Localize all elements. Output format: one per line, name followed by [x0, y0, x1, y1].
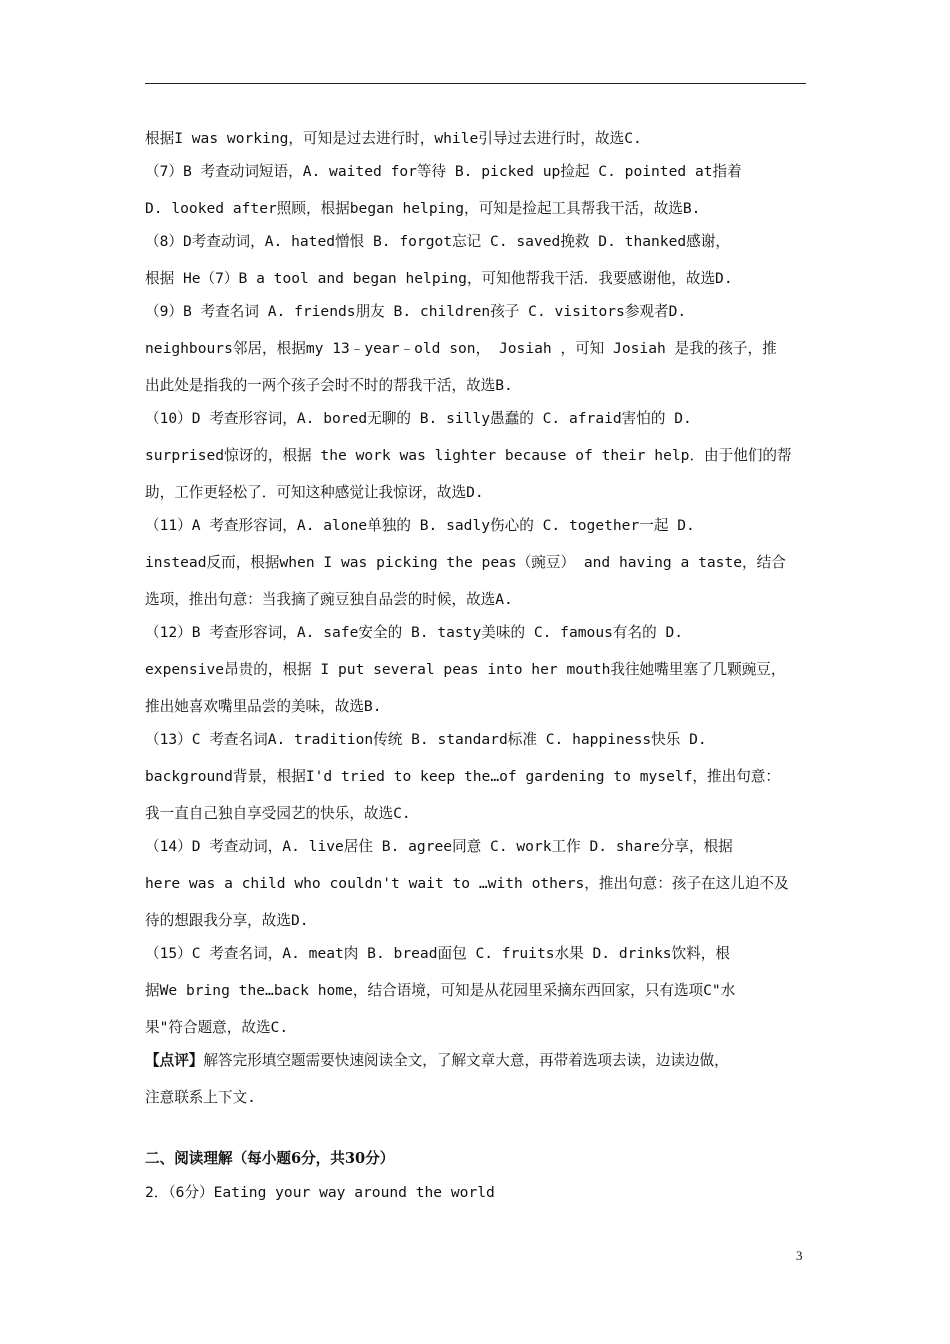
- text-line: 我一直自己独自享受园艺的快乐，故选C.: [145, 805, 411, 822]
- comment-line: 注意联系上下文.: [145, 1089, 256, 1106]
- text-line: instead反而，根据when I was picking the peas（豌豆） and having a taste，结合: [145, 554, 786, 571]
- section-heading: 二、阅读理解（每小题6分，共30分）: [145, 1150, 395, 1167]
- text-line: （13）C 考查名词A. tradition传统 B. standard标准 C. happiness快乐 D.: [145, 731, 707, 748]
- text-line: 果"符合题意，故选C.: [145, 1019, 289, 1036]
- text-line: （11）A 考查形容词，A. alone单独的 B. sadly伤心的 C. together一起 D.: [145, 517, 695, 534]
- text-line: 据We bring the…back home，结合语境，可知是从花园里采摘东西回家，只有选项C"水: [145, 982, 736, 999]
- text-line: （15）C 考查名词，A. meat肉 B. bread面包 C. fruits水果 D. drinks饮料，根: [145, 945, 730, 962]
- text-line: 出此处是指我的一两个孩子会时不时的帮我干活，故选B.: [145, 377, 513, 394]
- text-line: neighbours邻居，根据my 13﹣year﹣old son， Josiah ，可知 Josiah 是我的孩子，推: [145, 340, 777, 357]
- header-rule: [145, 83, 806, 84]
- text-line: （12）B 考查形容词，A. safe安全的 B. tasty美味的 C. famous有名的 D.: [145, 624, 684, 641]
- text-line: 助，工作更轻松了．可知这种感觉让我惊讶，故选D.: [145, 484, 484, 501]
- text-line: （14）D 考查动词，A. live居住 B. agree同意 C. work工作 D. share分享，根据: [145, 838, 733, 855]
- question-line: 2．（6分）Eating your way around the world: [145, 1184, 495, 1201]
- comment-text: 解答完形填空题需要快速阅读全文，了解文章大意，再带着选项去读，边读边做，: [203, 1052, 729, 1069]
- document-body: [145, 126, 817, 1203]
- text-line: （7）B 考查动词短语，A. waited for等待 B. picked up捡起 C. pointed at指着: [145, 163, 742, 180]
- text-line: （10）D 考查形容词，A. bored无聊的 B. silly愚蠢的 C. afraid害怕的 D.: [145, 410, 692, 427]
- text-line: 根据 He（7）B a tool and began helping，可知他帮我干活．我要感谢他，故选D.: [145, 270, 733, 287]
- text-line: 待的想跟我分享，故选D.: [145, 912, 309, 929]
- text-line: surprised惊讶的，根据 the work was lighter because of their help．由于他们的帮: [145, 447, 792, 464]
- page-number: 3: [796, 1248, 803, 1263]
- text-line: background背景，根据I'd tried to keep the…of gardening to myself，推出句意：: [145, 768, 780, 785]
- text-line: （8）D考查动词，A. hated憎恨 B. forgot忘记 C. saved挽救 D. thanked感谢，: [145, 233, 730, 250]
- text-line: 推出她喜欢嘴里品尝的美味，故选B.: [145, 698, 382, 715]
- comment-label: 【点评】: [145, 1052, 204, 1069]
- text-line: expensive昂贵的，根据 I put several peas into her mouth我往她嘴里塞了几颗豌豆，: [145, 661, 786, 678]
- text-line: 根据I was working，可知是过去进行时，while引导过去进行时，故选C.: [145, 130, 642, 147]
- text-line: D. looked after照顾，根据began helping，可知是捡起工具帮我干活，故选B.: [145, 200, 701, 217]
- text-line: here was a child who couldn't wait to …with others，推出句意：孩子在这儿迫不及: [145, 875, 789, 892]
- text-line: 选项，推出句意：当我摘了豌豆独自品尝的时候，故选A.: [145, 591, 513, 608]
- comment-line: [145, 1051, 817, 1071]
- text-line: （9）B 考查名词 A. friends朋友 B. children孩子 C. visitors参观者D.: [145, 303, 687, 320]
